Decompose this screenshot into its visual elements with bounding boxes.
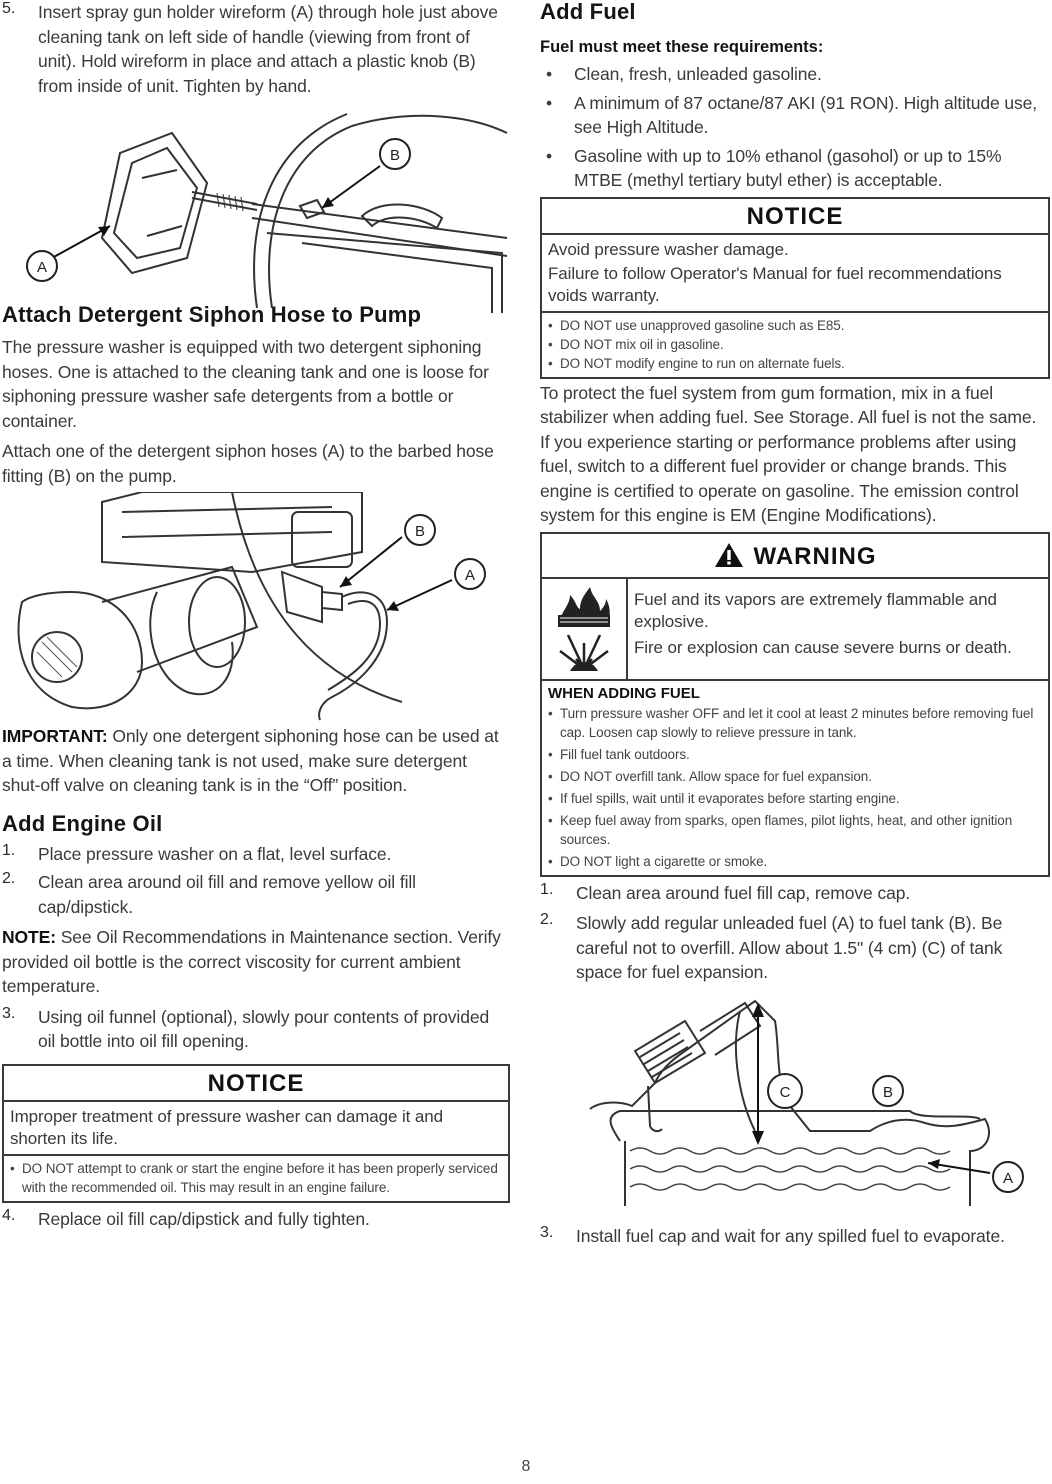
fuel-step-2: [540, 911, 1050, 985]
oil-step-4: [2, 1207, 510, 1232]
warning-title-bar: [542, 534, 1048, 579]
flammable-icon: [556, 585, 612, 629]
fuel-requirements-heading: Fuel must meet these requirements:: [540, 38, 824, 56]
oil-step-1: [2, 842, 510, 867]
fuel-notice-line-1: Avoid pressure washer damage.: [548, 239, 789, 259]
siphon-heading: Attach Detergent Siphon Hose to Pump: [2, 302, 422, 327]
fuel-tank-figure: [540, 991, 1050, 1216]
fig2-label-a: A: [464, 567, 476, 584]
fuel-notice-bullet-2: • DO NOT mix oil in gasoline.: [548, 335, 1042, 354]
siphon-hose-figure: [2, 492, 510, 722]
step-5: [2, 0, 510, 98]
wireform-figure: [2, 108, 510, 313]
fuel-step-2-number: 2.: [540, 911, 554, 928]
warning-bullet-3: • DO NOT overfill tank. Allow space for fuel expansion.: [548, 767, 1042, 786]
fuel-requirements-list: [540, 62, 1050, 193]
fig2-label-b: B: [414, 523, 426, 540]
fig1-label-a: A: [36, 259, 48, 276]
fuel-notice-title: NOTICE: [542, 199, 1048, 235]
fuel-step-1: [540, 881, 1050, 906]
step-5-text: Insert spray gun holder wireform (A) through hole just above cleaning tank on left side of handle (viewing from front of unit). Hold wireform in place and attach a plastic knob (B) from inside of unit. Tighten by hand.: [38, 2, 498, 96]
oil-step-2-text: Clean area around oil fill and remove yellow oil fill cap/dipstick.: [38, 872, 416, 917]
warning-text-2: Fire or explosion can cause severe burns or death.: [634, 637, 1012, 657]
oil-notice-bullet-1: • DO NOT attempt to crank or start the engine before it has been properly serviced with the recommended oil. This may result in an engine failure.: [10, 1159, 502, 1197]
fuel-step-3-text: Install fuel cap and wait for any spilled fuel to evaporate.: [576, 1225, 1005, 1246]
fuel-notice-box: [540, 197, 1050, 379]
warning-icons: [542, 579, 628, 679]
fig3-label-a: A: [1002, 1169, 1014, 1187]
step-5-number: 5.: [2, 0, 16, 17]
oil-step-3-text: Using oil funnel (optional), slowly pour contents of provided oil bottle into oil fill opening.: [38, 1006, 490, 1051]
fuel-step-1-text: Clean area around fuel fill cap, remove cap.: [576, 882, 911, 903]
important-paragraph: [2, 724, 510, 798]
fuel-step-3-number: 3.: [540, 1223, 554, 1241]
warning-triangle-icon: [714, 542, 744, 568]
fig3-label-b: B: [882, 1083, 894, 1101]
engine-oil-heading: Add Engine Oil: [2, 810, 163, 836]
fuel-step-2-text: Slowly add regular unleaded fuel (A) to fuel tank (B). Be careful not to overfill. Allow about 1.5" (4 cm) (C) of tank space for fuel expansion.: [576, 913, 1003, 982]
oil-step-2-number: 2.: [2, 870, 16, 887]
fuel-req-2: • A minimum of 87 octane/87 AKI (91 RON). High altitude use, see High Altitude.: [540, 91, 1050, 140]
oil-step-4-number: 4.: [2, 1206, 16, 1224]
warning-bullet-5: • Keep fuel away from sparks, open flames, pilot lights, heat, and other ignition sources.: [548, 811, 1042, 849]
fuel-notice-line-2: Failure to follow Operator's Manual for fuel recommendations voids warranty.: [548, 263, 1002, 305]
oil-notice-text: Improper treatment of pressure washer can damage it and shorten its life.: [10, 1106, 443, 1148]
fuel-notice-bullet-1: • DO NOT use unapproved gasoline such as E85.: [548, 316, 1042, 335]
oil-step-1-text: Place pressure washer on a flat, level surface.: [38, 843, 392, 864]
warning-title: WARNING: [753, 542, 877, 570]
fuel-notice-bullet-3: • DO NOT modify engine to run on alternate fuels.: [548, 354, 1042, 373]
fuel-warning-box: [540, 532, 1050, 877]
right-column: [540, 0, 1050, 1248]
oil-notice-box: [2, 1064, 510, 1203]
important-text: Only one detergent siphoning hose can be used at a time. When cleaning tank is not used, make sure detergent shut-off valve on cleaning tank is in the “Off” position.: [2, 726, 499, 795]
warning-bullet-2: • Fill fuel tank outdoors.: [548, 745, 1042, 764]
warning-subtitle: WHEN ADDING FUEL: [548, 684, 700, 702]
warning-bullet-6: • DO NOT light a cigarette or smoke.: [548, 852, 1042, 871]
oil-notice-title: NOTICE: [4, 1066, 508, 1102]
oil-step-3-number: 3.: [2, 1004, 16, 1022]
warning-bullet-1: • Turn pressure washer OFF and let it cool at least 2 minutes before removing fuel cap. Loosen cap slowly to relieve pressure in tank.: [548, 704, 1042, 742]
oil-step-3: [2, 1005, 510, 1054]
siphon-paragraph-2: Attach one of the detergent siphon hoses (A) to the barbed hose fitting (B) on the pump.: [2, 441, 494, 486]
oil-step-2: [2, 870, 510, 919]
fuel-stabilizer-paragraph: To protect the fuel system from gum formation, mix in a fuel stabilizer when adding fuel. See Storage. All fuel is not the same. If you experience starting or performance problems after using fuel, switch to a different fuel provider or change brands. This engine is certified to operate on gasoline. The emission control system for this engine is EM (Engine Modifications).: [540, 382, 1037, 525]
left-column: [2, 0, 510, 1231]
explosion-icon: [556, 629, 612, 673]
oil-step-4-text: Replace oil fill cap/dipstick and fully tighten.: [38, 1208, 370, 1229]
warning-bullet-4: • If fuel spills, wait until it evaporates before starting engine.: [548, 789, 1042, 808]
oil-note: [2, 925, 510, 999]
fuel-step-1-number: 1.: [540, 880, 554, 898]
siphon-paragraph-1: The pressure washer is equipped with two detergent siphoning hoses. One is attached to the cleaning tank and one is loose for siphoning pressure washer safe detergents from a bottle or container.: [2, 337, 489, 431]
fig3-label-c: C: [779, 1083, 791, 1101]
fuel-req-1: • Clean, fresh, unleaded gasoline.: [540, 62, 1050, 87]
fig1-label-b: B: [389, 147, 401, 164]
warning-text-1: Fuel and its vapors are extremely flammable and explosive.: [634, 589, 997, 631]
fuel-step-3: [540, 1224, 1050, 1249]
oil-step-1-number: 1.: [2, 841, 16, 859]
important-label: IMPORTANT:: [2, 726, 108, 746]
page-number: 8: [521, 1458, 531, 1475]
oil-note-text: See Oil Recommendations in Maintenance section. Verify provided oil bottle is the correct viscosity for current ambient temperature.: [2, 927, 501, 996]
oil-note-label: NOTE:: [2, 927, 56, 947]
add-fuel-heading: Add Fuel: [540, 0, 636, 24]
fuel-req-3: • Gasoline with up to 10% ethanol (gasohol) or up to 15% MTBE (methyl tertiary butyl ether) is acceptable.: [540, 144, 1050, 193]
